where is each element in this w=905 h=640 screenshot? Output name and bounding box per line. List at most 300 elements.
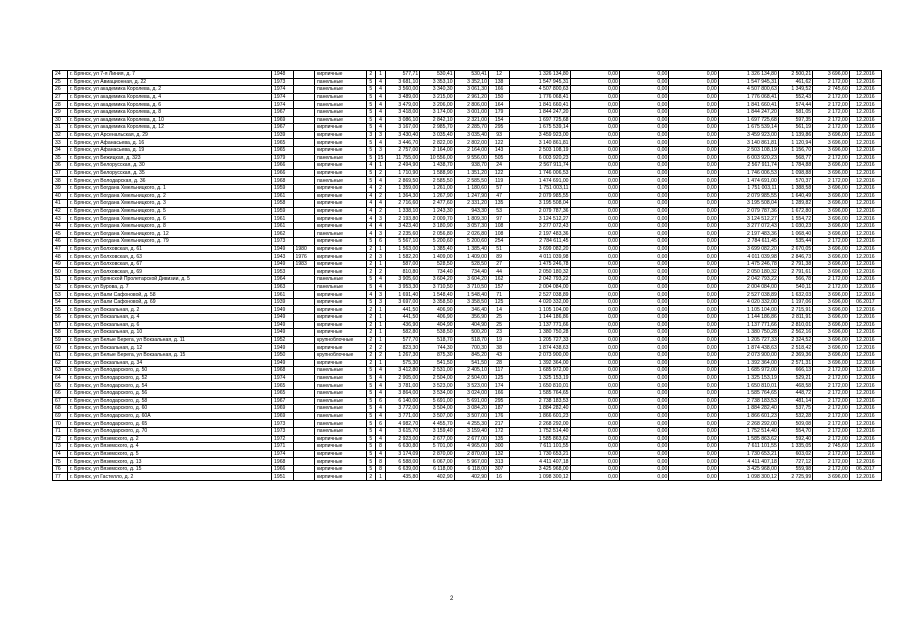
table-cell: 700,30: [454, 344, 488, 352]
table-cell: г. Брянск, ул Володарского, д. 50: [68, 367, 272, 375]
table-cell: 1 841 660,41: [510, 101, 570, 109]
table-cell: 5 691,00: [454, 397, 488, 405]
table-cell: 2: [366, 473, 376, 481]
table-cell: кирпичные: [314, 162, 366, 170]
table-cell: 2 784 611,45: [718, 238, 778, 246]
table-cell: 132: [488, 450, 509, 458]
table-cell: 67: [53, 397, 68, 405]
table-cell: 0,00: [570, 443, 619, 451]
table-cell: [293, 458, 314, 466]
table-cell: 3 696,00: [813, 336, 850, 344]
table-cell: 1 325 153,19: [510, 374, 570, 382]
table-cell: 12.2016: [849, 71, 881, 79]
table-cell: 3 425 968,00: [510, 465, 570, 473]
table-cell: 2 073 900,00: [510, 351, 570, 359]
table-cell: 4: [376, 427, 386, 435]
table-cell: 1948: [272, 71, 293, 79]
table-cell: г. Брянск, ул Вокзальная, д. 12: [68, 344, 272, 352]
table-cell: 1952: [272, 336, 293, 344]
table-row: [53, 162, 882, 170]
table-cell: 2 026,80: [454, 230, 488, 238]
table-cell: 0,00: [619, 139, 668, 147]
table-cell: 125: [488, 298, 509, 306]
table-cell: 1 844 247,20: [510, 108, 570, 116]
table-cell: 2 172,00: [813, 374, 850, 382]
table-cell: 875,30: [420, 351, 454, 359]
table-cell: 597,35: [778, 116, 812, 124]
table-cell: 2 079 985,55: [510, 192, 570, 200]
table-cell: 1951: [272, 473, 293, 481]
table-cell: 1 751 003,11: [510, 184, 570, 192]
table-cell: 53: [488, 207, 509, 215]
table-cell: 404,90: [454, 321, 488, 329]
table-cell: 1969: [272, 116, 293, 124]
table-cell: 1 730 653,21: [510, 450, 570, 458]
table-cell: 31: [53, 124, 68, 132]
table-cell: г. Брянск, ул Афанасьева, д. 19: [68, 146, 272, 154]
table-cell: 0,00: [570, 306, 619, 314]
table-cell: 1939: [272, 131, 293, 139]
table-cell: 0,00: [669, 245, 718, 253]
table-cell: 2 745,60: [813, 86, 850, 94]
table-cell: 0,00: [619, 71, 668, 79]
table-cell: 0,00: [669, 177, 718, 185]
table-cell: 2 405,10: [454, 367, 488, 375]
table-cell: [293, 169, 314, 177]
table-row: [53, 260, 882, 268]
table-cell: 2 164,00: [454, 146, 488, 154]
table-cell: 3 696,00: [813, 260, 850, 268]
table-cell: 541,50: [454, 359, 488, 367]
table-cell: 0,00: [570, 351, 619, 359]
table-cell: 4 507 800,63: [510, 86, 570, 94]
table-cell: 0,00: [619, 238, 668, 246]
table-cell: 3 696,00: [813, 245, 850, 253]
table-cell: 2 331,20: [454, 200, 488, 208]
table-cell: 2 585,50: [454, 177, 488, 185]
table-cell: 0,00: [570, 192, 619, 200]
table-cell: 2: [366, 260, 376, 268]
table-cell: 0,00: [669, 298, 718, 306]
table-cell: 582,80: [385, 329, 419, 337]
table-cell: 0,00: [669, 253, 718, 261]
table-cell: 19: [488, 336, 509, 344]
table-cell: панельные: [314, 389, 366, 397]
table-cell: 4: [376, 435, 386, 443]
table-cell: 108: [488, 222, 509, 230]
table-cell: кирпичные: [314, 443, 366, 451]
table-cell: 12.2016: [849, 397, 881, 405]
table-cell: 2 527 038,89: [510, 291, 570, 299]
table-cell: 0,00: [619, 351, 668, 359]
table-cell: 0,00: [619, 177, 668, 185]
table-cell: 1949: [272, 321, 293, 329]
table-cell: 3 696,00: [813, 329, 850, 337]
table-cell: 734,40: [420, 268, 454, 276]
table-cell: 1973: [272, 238, 293, 246]
table-row: [53, 412, 882, 420]
table-cell: 436,90: [385, 321, 419, 329]
table-cell: 1961: [272, 291, 293, 299]
table-cell: 4 255,30: [454, 420, 488, 428]
table-cell: г. Брянск, ул Болховская, д. 67: [68, 260, 272, 268]
table-cell: [293, 405, 314, 413]
table-cell: 0,00: [570, 389, 619, 397]
table-cell: 0,00: [669, 420, 718, 428]
table-cell: 402,90: [420, 473, 454, 481]
table-cell: панельные: [314, 367, 366, 375]
table-cell: 0,00: [669, 93, 718, 101]
table-row: [53, 314, 882, 322]
table-cell: 2 567 911,74: [510, 162, 570, 170]
table-cell: 3 425 968,00: [718, 465, 778, 473]
table-cell: 12.2016: [849, 154, 881, 162]
table-cell: 1 554,72: [778, 215, 812, 223]
table-cell: 1: [376, 245, 386, 253]
table-cell: 3 167,00: [385, 124, 419, 132]
table-cell: 0,00: [669, 336, 718, 344]
table-cell: 3 953,30: [385, 283, 419, 291]
table-cell: [293, 450, 314, 458]
table-cell: 4: [366, 192, 376, 200]
table-cell: 8: [376, 443, 386, 451]
table-cell: 3: [376, 131, 386, 139]
table-cell: г. Брянск, ул Богдана Хмельницкого, д. 8: [68, 222, 272, 230]
table-cell: 5: [366, 283, 376, 291]
table-cell: 0,00: [570, 283, 619, 291]
table-cell: 603,02: [778, 450, 812, 458]
table-cell: 0,00: [570, 207, 619, 215]
table-cell: 0,00: [570, 253, 619, 261]
table-cell: 0,00: [669, 367, 718, 375]
table-cell: 12.2016: [849, 116, 881, 124]
table-cell: 28: [488, 359, 509, 367]
table-cell: [293, 78, 314, 86]
table-cell: 0,00: [570, 101, 619, 109]
table-cell: г. Брянск, ул Вяземского, д. 13: [68, 458, 272, 466]
table-cell: 481,14: [778, 397, 812, 405]
table-cell: 2 810,01: [778, 321, 812, 329]
table-cell: кирпичные: [314, 146, 366, 154]
table-cell: 1973: [272, 78, 293, 86]
table-cell: 2 079 787,36: [718, 207, 778, 215]
table-cell: 12.2016: [849, 177, 881, 185]
table-cell: 3 507,00: [420, 412, 454, 420]
table-cell: 0,00: [619, 184, 668, 192]
table-cell: 1 776 068,41: [510, 93, 570, 101]
table-cell: 1 548,40: [454, 291, 488, 299]
table-cell: г. Брянск, ул Вокзальная, д. 2: [68, 306, 272, 314]
table-cell: 587,00: [385, 260, 419, 268]
table-cell: 3 446,70: [385, 139, 419, 147]
table-cell: 3 277 072,43: [718, 222, 778, 230]
table-cell: 568,77: [778, 154, 812, 162]
table-cell: 2 009,70: [420, 215, 454, 223]
table-cell: 1 137 771,66: [718, 321, 778, 329]
table-cell: 57: [488, 184, 509, 192]
table-cell: 0,00: [570, 298, 619, 306]
table-cell: [293, 389, 314, 397]
table-cell: г. Брянск, ул Володарская, д. 36: [68, 177, 272, 185]
table-cell: [293, 314, 314, 322]
table-cell: 295: [488, 397, 509, 405]
table-cell: 1973: [272, 420, 293, 428]
table-cell: 2 811,91: [778, 314, 812, 322]
table-cell: 3 781,00: [385, 382, 419, 390]
table-cell: 12.2016: [849, 169, 881, 177]
table-cell: 3 604,20: [420, 276, 454, 284]
table-cell: 2 905,00: [385, 374, 419, 382]
table-cell: [293, 154, 314, 162]
table-cell: 12.2016: [849, 184, 881, 192]
table-cell: кирпичные: [314, 253, 366, 261]
table-cell: 40: [53, 192, 68, 200]
table-cell: панельные: [314, 177, 366, 185]
table-cell: 1: [376, 336, 386, 344]
table-cell: 1966: [272, 162, 293, 170]
table-cell: 4: [376, 116, 386, 124]
table-cell: [293, 162, 314, 170]
table-cell: 2 172,00: [813, 420, 850, 428]
table-cell: 0,00: [669, 207, 718, 215]
table-cell: 74: [53, 450, 68, 458]
table-cell: 3 140 861,81: [718, 139, 778, 147]
table-cell: 12.2016: [849, 124, 881, 132]
table-cell: 2 197 483,36: [718, 230, 778, 238]
table-cell: 89: [488, 253, 509, 261]
table-cell: 8: [376, 458, 386, 466]
table-cell: 0,00: [570, 382, 619, 390]
table-row: [53, 359, 882, 367]
table-cell: [293, 184, 314, 192]
table-cell: 0,00: [669, 222, 718, 230]
table-cell: 1968: [272, 177, 293, 185]
table-cell: 1967: [272, 108, 293, 116]
table-cell: 3 771,00: [385, 412, 419, 420]
table-cell: 0,00: [669, 131, 718, 139]
table-row: [53, 427, 882, 435]
houses-table: [52, 70, 882, 481]
table-cell: 1965: [272, 139, 293, 147]
table-cell: 1974: [272, 93, 293, 101]
table-cell: 1 359,00: [385, 184, 419, 192]
table-cell: 23: [488, 329, 509, 337]
table-cell: 0,00: [570, 146, 619, 154]
table-cell: [293, 108, 314, 116]
table-cell: 3 035,40: [420, 131, 454, 139]
table-cell: 154: [488, 116, 509, 124]
table-cell: 12.2016: [849, 450, 881, 458]
table-cell: 2 172,00: [813, 435, 850, 443]
table-cell: 313: [488, 458, 509, 466]
table-cell: 2 869,50: [385, 177, 419, 185]
table-cell: 3 140 861,81: [510, 139, 570, 147]
table-cell: г. Брянск, ул 7-я Линия, д. 7: [68, 71, 272, 79]
table-cell: 561,19: [778, 124, 812, 132]
table-cell: 0,00: [570, 86, 619, 94]
table-cell: [293, 329, 314, 337]
table-cell: 1 672,80: [778, 207, 812, 215]
table-cell: 3 696,00: [813, 184, 850, 192]
table-cell: 1 120,94: [778, 139, 812, 147]
table-cell: 307: [488, 465, 509, 473]
table-cell: г. Брянск, ул Вокзальная, д. 10: [68, 329, 272, 337]
table-cell: 4: [376, 108, 386, 116]
table-cell: 3 696,00: [813, 291, 850, 299]
table-cell: 122: [488, 139, 509, 147]
table-cell: 2 716,60: [385, 200, 419, 208]
table-cell: 3 195 508,04: [718, 200, 778, 208]
table-cell: 0,00: [669, 200, 718, 208]
table-cell: 3 696,00: [813, 131, 850, 139]
table-cell: 0,00: [669, 230, 718, 238]
table-cell: 2 172,00: [813, 154, 850, 162]
table-cell: 12.2016: [849, 93, 881, 101]
table-cell: 1 710,90: [385, 169, 419, 177]
table-cell: г. Брянск, ул Болховская, д. 63: [68, 253, 272, 261]
table-cell: 3 696,00: [813, 139, 850, 147]
table-cell: 2 172,00: [813, 276, 850, 284]
table-cell: 1 392 364,00: [510, 359, 570, 367]
table-cell: 2 172,00: [813, 238, 850, 246]
table-cell: 6 118,00: [420, 465, 454, 473]
table-cell: 2 079 787,36: [510, 207, 570, 215]
table-cell: 4: [366, 291, 376, 299]
table-cell: кирпичные: [314, 139, 366, 147]
table-cell: 0,00: [669, 329, 718, 337]
table-cell: 2: [366, 253, 376, 261]
table-cell: 2 784 611,45: [510, 238, 570, 246]
table-cell: 12.2016: [849, 131, 881, 139]
table-cell: 0,00: [669, 412, 718, 420]
table-cell: 1943: [272, 253, 293, 261]
table-cell: 0,00: [619, 344, 668, 352]
table-cell: 1979: [272, 154, 293, 162]
table-cell: 2 004 084,00: [718, 283, 778, 291]
table-cell: 3 696,00: [813, 321, 850, 329]
table-cell: [293, 443, 314, 451]
table-cell: 2: [366, 71, 376, 79]
table-cell: 1 841 660,41: [718, 101, 778, 109]
table-cell: 518,70: [454, 336, 488, 344]
table-cell: [293, 321, 314, 329]
table-cell: 9 556,00: [454, 154, 488, 162]
table-cell: [293, 283, 314, 291]
table-cell: 2: [376, 207, 386, 215]
table-cell: 4: [376, 177, 386, 185]
table-cell: 356,90: [454, 314, 488, 322]
table-cell: г. Брянск, ул академика Королева, д. 4: [68, 93, 272, 101]
table-cell: кирпичные: [314, 131, 366, 139]
table-cell: 1972: [272, 435, 293, 443]
table-cell: г. Брянск, ул Богдана Хмельницкого, д. 79: [68, 238, 272, 246]
table-cell: г. Брянск, ул Вяземского, д. 2: [68, 435, 272, 443]
table-cell: 2: [366, 321, 376, 329]
table-cell: 0,00: [570, 465, 619, 473]
table-row: [53, 139, 882, 147]
table-cell: 3 174,09: [385, 450, 419, 458]
table-cell: 5: [366, 427, 376, 435]
table-cell: 69: [53, 412, 68, 420]
table-cell: [293, 367, 314, 375]
table-cell: г. Брянск, ул Богдана Хмельницкого, д. 6: [68, 215, 272, 223]
table-cell: 55: [53, 306, 68, 314]
table-cell: 1: [376, 71, 386, 79]
table-cell: г. Брянск, ул Володарского, д. 56: [68, 389, 272, 397]
table-cell: 39: [53, 184, 68, 192]
table-cell: 12.2016: [849, 374, 881, 382]
table-cell: 0,00: [669, 306, 718, 314]
table-cell: 4: [376, 124, 386, 132]
table-cell: крупноблочные: [314, 351, 366, 359]
table-cell: [293, 420, 314, 428]
table-cell: 12.2016: [849, 146, 881, 154]
table-cell: 4 411 407,18: [510, 458, 570, 466]
table-cell: 1 098,88: [778, 169, 812, 177]
table-cell: 5: [366, 116, 376, 124]
table-cell: 1 585 764,65: [718, 389, 778, 397]
table-cell: 0,00: [619, 374, 668, 382]
table-cell: 5: [366, 177, 376, 185]
table-cell: 2 268 292,00: [718, 420, 778, 428]
table-cell: 528,50: [454, 260, 488, 268]
table-cell: 3 084,20: [454, 405, 488, 413]
table-cell: 3 277 072,43: [510, 222, 570, 230]
table-cell: 1 547 945,31: [718, 78, 778, 86]
table-cell: 0,00: [619, 253, 668, 261]
table-cell: 0,00: [619, 162, 668, 170]
table-cell: 50: [53, 268, 68, 276]
table-cell: 0,00: [619, 268, 668, 276]
table-cell: 1: [376, 321, 386, 329]
table-cell: 1949: [272, 314, 293, 322]
table-cell: г. Брянск, ул Болховская, д. 61: [68, 245, 272, 253]
table-cell: 1 809,30: [454, 215, 488, 223]
table-cell: 1 385,40: [454, 245, 488, 253]
table-cell: 0,00: [669, 162, 718, 170]
table-cell: 3 061,30: [454, 86, 488, 94]
table-cell: 3 681,10: [385, 78, 419, 86]
table-cell: [293, 397, 314, 405]
table-cell: 0,00: [619, 276, 668, 284]
table-cell: 5: [366, 412, 376, 420]
table-cell: 35: [53, 154, 68, 162]
table-cell: 2 172,00: [813, 405, 850, 413]
table-cell: 12.2016: [849, 344, 881, 352]
table-cell: 6: [376, 238, 386, 246]
table-cell: 5 200,60: [454, 238, 488, 246]
table-cell: 12.2016: [849, 222, 881, 230]
table-cell: 71: [488, 291, 509, 299]
table-cell: 0,00: [669, 397, 718, 405]
table-cell: 0,00: [669, 78, 718, 86]
table-cell: 2 806,00: [454, 101, 488, 109]
table-cell: г. Брянск, ул Вокзальная, д. 34: [68, 359, 272, 367]
table-cell: кирпичные: [314, 124, 366, 132]
table-cell: 2: [366, 329, 376, 337]
table-cell: 577,70: [385, 336, 419, 344]
table-cell: 3 159,40: [454, 427, 488, 435]
table-cell: 4: [366, 162, 376, 170]
table-cell: 2 802,00: [454, 139, 488, 147]
table-cell: 1 474 691,00: [718, 177, 778, 185]
table-row: [53, 245, 882, 253]
table-cell: 4: [366, 200, 376, 208]
table-cell: 77: [53, 473, 68, 481]
table-cell: 1 247,90: [454, 192, 488, 200]
table-cell: 4: [376, 405, 386, 413]
table-cell: 32: [53, 131, 68, 139]
